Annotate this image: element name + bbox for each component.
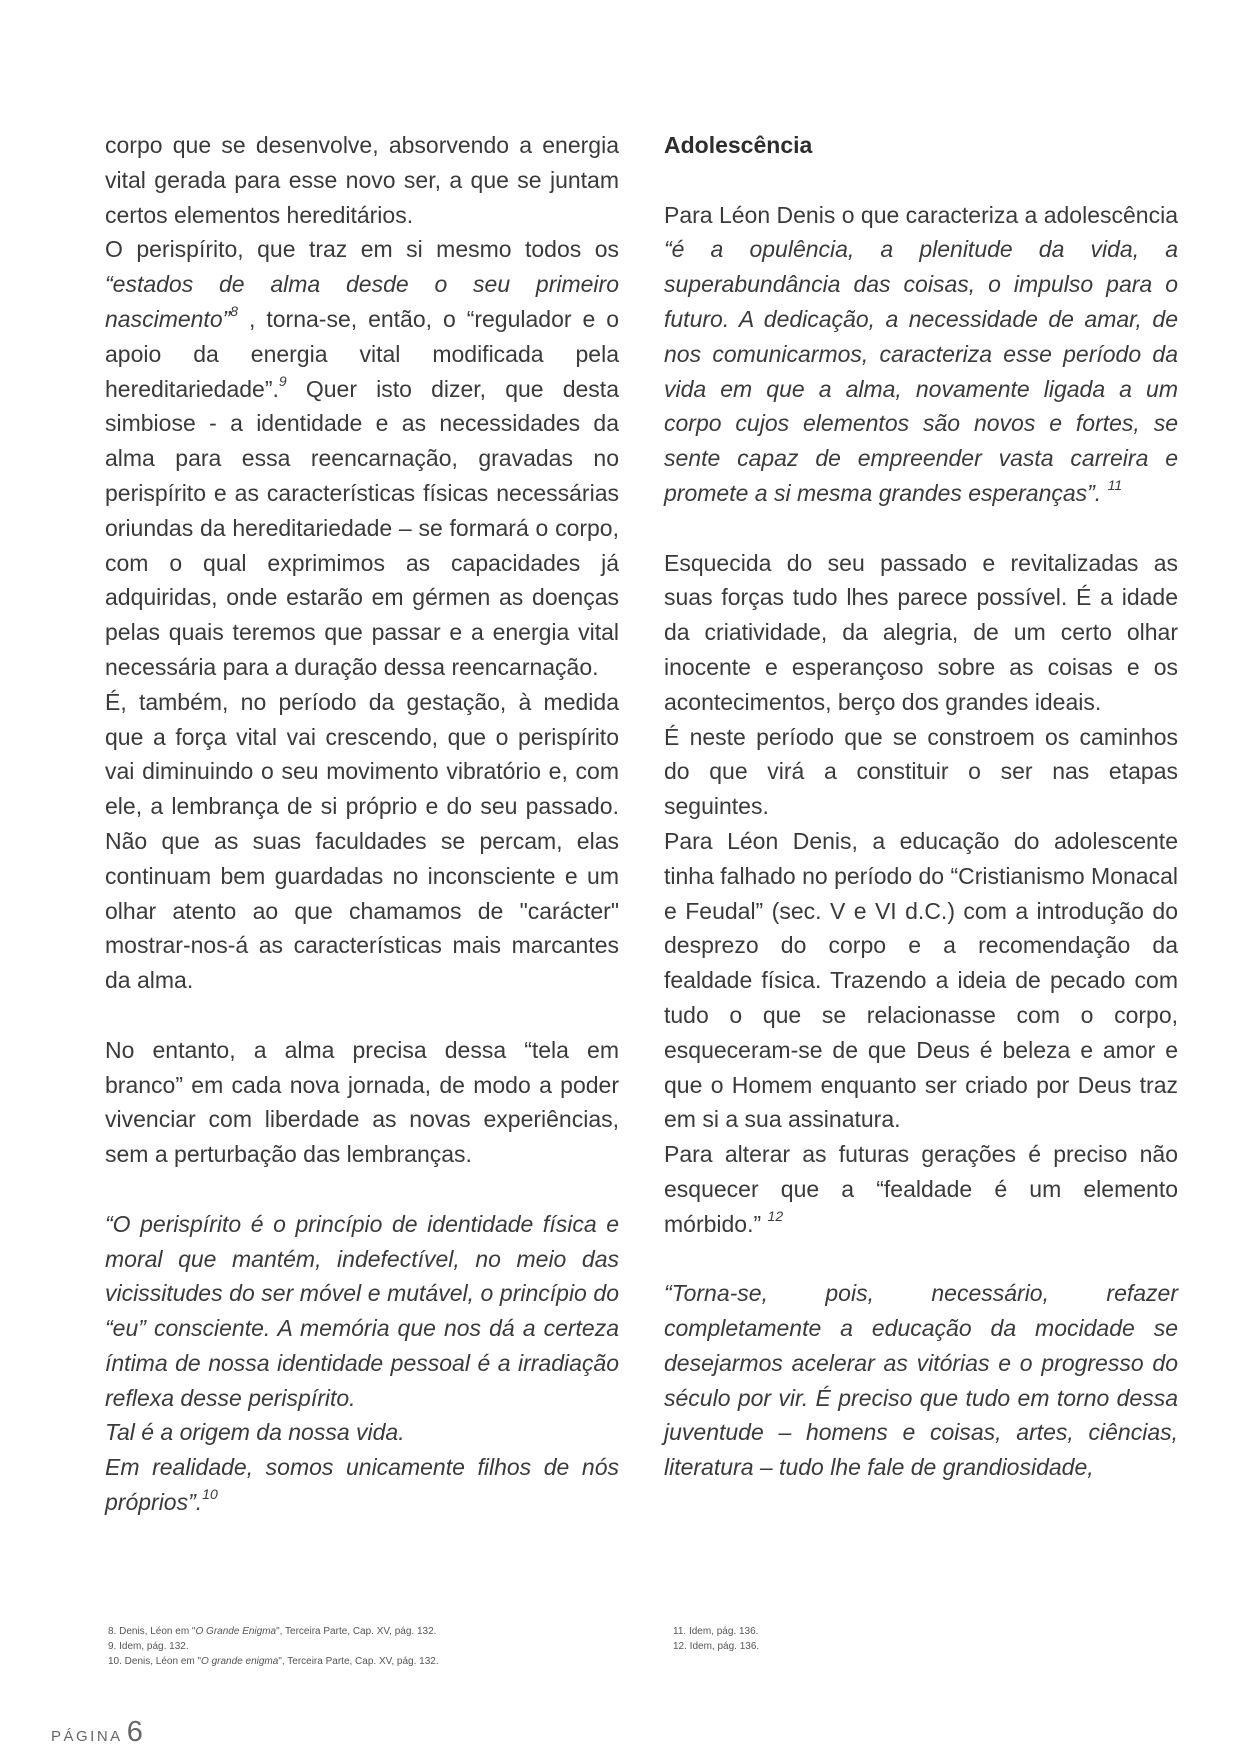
footnotes-right [673, 1624, 973, 1654]
paragraph: corpo que se desenvolve, absorvendo a energia vital gerada para esse novo ser, a que se juntam certos elementos hereditários. O perispírito, que traz em si mesmo todos os “estados de alma desde o seu primeiro nascimento”$^8$ , torna-se, então, o “regulador e o apoio da energia vital modificada pela hereditariedade”.$^9$ Quer isto dizer, que desta simbiose - a identidade e as necessidades da alma para essa reencarnação, gravadas no perispírito e as características físicas necessárias oriundas da hereditariedade – se formará o corpo, com o qual exprimimos as capacidades já adquiridas, onde estarão em gérmen as doenças pelas quais teremos que passar e a energia vital necessária para a duração dessa reencarnação. [105, 132, 619, 680]
footnote: 10. Denis, Léon em "O grande enigma", Terceira Parte, Cap. XV, pág. 132. [108, 1656, 439, 1667]
footnote: 12. Idem, pág. 136. [673, 1641, 760, 1652]
footnote-ref: 12 [767, 1208, 784, 1225]
footnote: 9. Idem, pág. 132. [108, 1641, 189, 1652]
paragraph: Esquecida do seu passado e revitalizadas as suas forças tudo lhes parece possível. É a idade da criatividade, da alegria, de um certo olhar inocente e esperançoso sobre as coisas e os acontecimentos, berço dos grandes ideais. [664, 549, 1178, 715]
section-heading: Adolescência [664, 132, 813, 158]
paragraph: No entanto, a alma precisa dessa “tela em branco” em cada nova jornada, de modo a poder vivenciar com liberdade as novas experiências, sem a perturbação das lembranças. [105, 1036, 619, 1168]
block-quote: “O perispírito é o princípio de identidade física e moral que mantém, indefectível, no meio das vicissitudes do ser móvel e mutável, o princípio do “eu” consciente. A memória que nos dá a certeza íntima de nossa identidade pessoal é a irradiação reflexa desse perispírito. Tal é a origem da nossa vida. Em realidade, somos unicamente filhos de nós próprios”.$^{10}$ [105, 1210, 619, 1516]
footnote-ref: 9 [278, 372, 287, 389]
footnote-ref: 8 [230, 303, 239, 320]
footnote-ref: 10 [202, 1486, 218, 1503]
paragraph: É, também, no período da gestação, à medida que a força vital vai crescendo, que o perispírito vai diminuindo o seu movimento vibratório e, com ele, a lembrança de si próprio e do seu passado. Não que as suas faculdades se percam, elas continuam bem guardadas no inconsciente e um olhar atento ao que chamamos de "carácter" mostrar-nos-á as características mais marcantes da alma. [105, 688, 619, 994]
paragraph: Para Léon Denis, a educação do adolescente tinha falhado no período do “Cristianismo Monacal e Feudal” (sec. V e VI d.C.) com a introdução do desprezo do corpo e a recomendação da fealdade física. Trazendo a ideia de pecado com tudo o que se relacionasse com o corpo, esqueceram-se de que Deus é beleza e amor e que o Homem enquanto ser criado por Deus traz em si a sua assinatura. [664, 827, 1178, 1133]
left-column [105, 128, 619, 1520]
page-label: PÁGINA [51, 1728, 123, 1745]
footnote: 8. Denis, Léon em "O Grande Enigma", Terceira Parte, Cap. XV, pág. 132. [108, 1626, 437, 1637]
paragraph: Para Léon Denis o que caracteriza a adolescência “é a opulência, a plenitude da vida, a superabundância das coisas, o impulso para o futuro. A dedicação, a necessidade de amar, de nos comunicarmos, caracteriza esse período da vida em que a alma, novamente ligada a um corpo cujos elementos são novos e fortes, se sente capaz de empreender vasta carreira e promete a si mesma grandes esperanças”. $^{11}$ [664, 201, 1178, 506]
inline-quote: “estados de alma desde o seu primeiro nascimento” [105, 271, 619, 332]
paragraph: É neste período que se constroem os caminhos do que virá a constituir o ser nas etapas seguintes. [664, 723, 1178, 820]
inline-quote: “é a opulência, a plenitude da vida, a superabundância das coisas, o impulso para o futuro. A dedicação, a necessidade de amar, de nos comunicarmos, caracteriza esse período da vida em que a alma, novamente ligada a um corpo cujos elementos são novos e fortes, se sente capaz de empreender vasta carreira e promete a si mesma grandes esperanças”. [664, 236, 1178, 506]
page-number-value: 6 [126, 1716, 143, 1748]
footnote: 11. Idem, pág. 136. [673, 1626, 759, 1637]
page-number [51, 1716, 143, 1749]
paragraph: Para alterar as futuras gerações é preciso não esquecer que a “fealdade é um elemento mórbido.” $^{12}$ [664, 1141, 1178, 1237]
right-column [664, 128, 1178, 1485]
block-quote: “Torna-se, pois, necessário, refazer completamente a educação da mocidade se desejarmos acelerar as vitórias e o progresso do século por vir. É preciso que tudo em torno dessa juventude – homens e coisas, artes, ciências, literatura – tudo lhe fale de grandiosidade, [664, 1280, 1178, 1481]
footnotes-left [108, 1624, 578, 1669]
footnote-ref: 11 [1107, 477, 1123, 494]
